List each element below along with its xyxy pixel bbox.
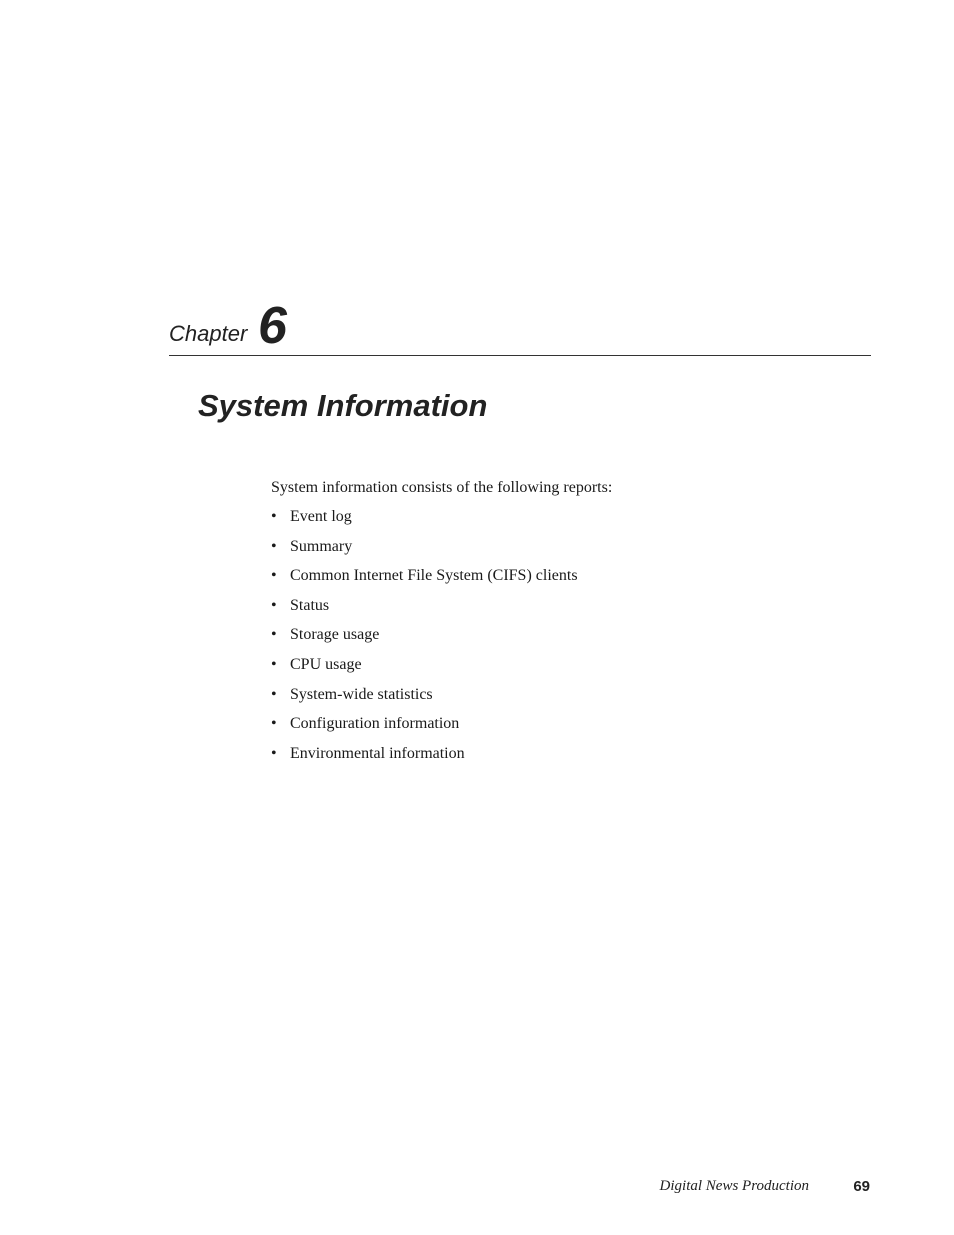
list-item	[271, 624, 831, 654]
page-number: 69	[853, 1178, 870, 1195]
list-item-text: CPU usage	[290, 655, 362, 673]
bullet-icon: •	[271, 655, 277, 673]
list-item-text: Common Internet File System (CIFS) clients	[290, 567, 578, 585]
bullet-icon: •	[271, 626, 277, 644]
list-item-text: System-wide statistics	[290, 685, 433, 703]
page-footer	[600, 1178, 871, 1198]
list-item	[271, 654, 831, 684]
chapter-number: 6	[258, 297, 287, 355]
intro-paragraph: System information consists of the following reports:	[271, 479, 613, 496]
bullet-icon: •	[271, 567, 277, 585]
list-item-text: Configuration information	[290, 715, 460, 733]
chapter-heading	[169, 296, 871, 356]
list-item-text: Environmental information	[290, 744, 465, 762]
list-item	[271, 595, 831, 625]
chapter-title: System Information	[198, 388, 488, 423]
bullet-icon: •	[271, 744, 277, 762]
bullet-icon: •	[271, 715, 277, 733]
report-list	[271, 506, 831, 772]
list-item	[271, 684, 831, 714]
list-item-text: Summary	[290, 537, 353, 555]
list-item	[271, 506, 831, 536]
bullet-icon: •	[271, 537, 277, 555]
list-item	[271, 713, 831, 743]
list-item	[271, 536, 831, 566]
list-item-text: Status	[290, 596, 330, 614]
bullet-icon: •	[271, 596, 277, 614]
list-item	[271, 743, 831, 773]
bullet-icon: •	[271, 508, 277, 525]
bullet-icon: •	[271, 685, 277, 703]
chapter-body	[271, 477, 831, 772]
chapter-label: Chapter	[169, 321, 248, 346]
list-item	[271, 565, 831, 595]
footer-book-title: Digital News Production	[659, 1178, 809, 1194]
chapter-divider	[169, 355, 871, 356]
list-item-text: Event log	[290, 508, 352, 525]
list-item-text: Storage usage	[290, 626, 380, 644]
